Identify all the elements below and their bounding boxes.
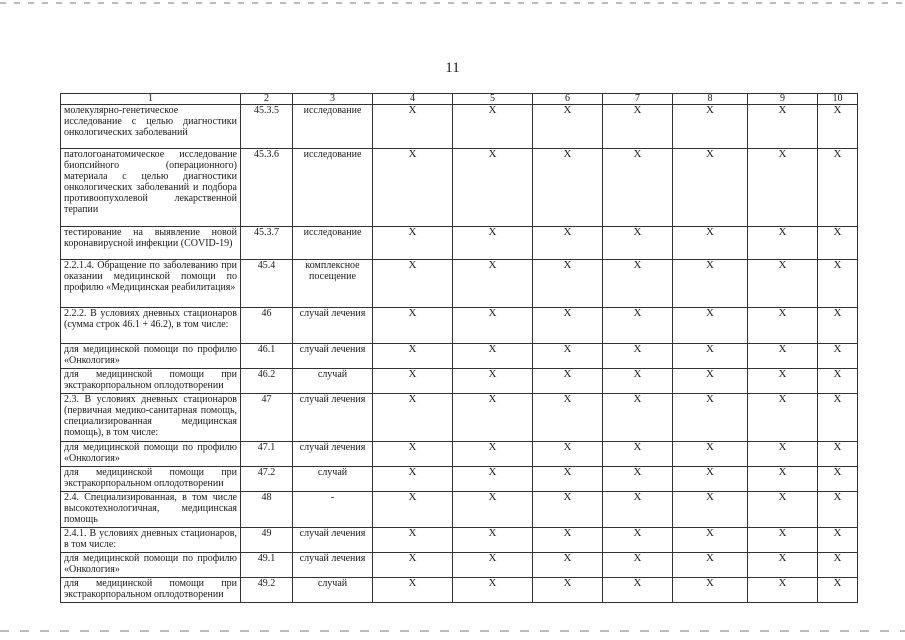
column-header: 4 (373, 94, 453, 105)
row-unit-cell: случай лечения (293, 442, 373, 467)
row-mark-cell: X (673, 260, 748, 308)
row-mark-cell: X (748, 149, 818, 227)
row-mark-cell: X (748, 344, 818, 369)
column-header: 3 (293, 94, 373, 105)
column-header: 9 (748, 94, 818, 105)
row-mark-cell: X (748, 492, 818, 528)
row-name-cell: 2.2.1.4. Обращение по заболеванию при оказании медицинской помощи по профилю «Медицинская реабилитация» (61, 260, 241, 308)
row-mark-cell: X (818, 260, 858, 308)
row-mark-cell: X (748, 260, 818, 308)
row-mark-cell: X (533, 344, 603, 369)
row-name-cell: патологоанатомическое исследование биопсийного (операционного) материала с целью диагностики онкологических заболеваний и подбора противоопухолевой лекарственной терапии (61, 149, 241, 227)
row-unit-cell: случай лечения (293, 344, 373, 369)
table-row (61, 528, 858, 553)
row-mark-cell: X (453, 227, 533, 260)
row-code-cell: 49.2 (241, 578, 293, 603)
row-mark-cell: X (373, 369, 453, 394)
row-mark-cell: X (748, 394, 818, 442)
row-mark-cell: X (748, 528, 818, 553)
row-mark-cell: X (673, 492, 748, 528)
row-unit-cell: случай лечения (293, 553, 373, 578)
row-mark-cell: X (453, 394, 533, 442)
row-mark-cell: X (603, 308, 673, 344)
row-mark-cell: X (533, 467, 603, 492)
row-name-cell: для медицинской помощи при экстракорпоральном оплодотворении (61, 467, 241, 492)
row-mark-cell: X (748, 578, 818, 603)
row-code-cell: 45.3.7 (241, 227, 293, 260)
row-code-cell: 49 (241, 528, 293, 553)
row-name-cell: 2.4.1. В условиях дневных стационаров, в том числе: (61, 528, 241, 553)
row-mark-cell: X (818, 528, 858, 553)
row-code-cell: 47 (241, 394, 293, 442)
row-unit-cell: исследование (293, 149, 373, 227)
row-mark-cell: X (373, 467, 453, 492)
row-name-cell: для медицинской помощи по профилю «Онкология» (61, 553, 241, 578)
row-mark-cell: X (818, 369, 858, 394)
row-mark-cell: X (373, 528, 453, 553)
row-mark-cell: X (748, 369, 818, 394)
row-mark-cell: X (818, 149, 858, 227)
table-row (61, 369, 858, 394)
page-number: 11 (445, 60, 460, 76)
column-header: 10 (818, 94, 858, 105)
row-mark-cell: X (818, 578, 858, 603)
row-unit-cell: случай лечения (293, 308, 373, 344)
column-header: 2 (241, 94, 293, 105)
row-code-cell: 49.1 (241, 553, 293, 578)
row-mark-cell: X (533, 105, 603, 149)
row-mark-cell: X (603, 394, 673, 442)
row-mark-cell: X (818, 553, 858, 578)
data-table (60, 93, 858, 603)
row-name-cell: 2.2.2. В условиях дневных стационаров (сумма строк 46.1 + 46.2), в том числе: (61, 308, 241, 344)
row-mark-cell: X (748, 308, 818, 344)
row-mark-cell: X (533, 308, 603, 344)
row-code-cell: 47.1 (241, 442, 293, 467)
row-code-cell: 47.2 (241, 467, 293, 492)
table-row (61, 344, 858, 369)
column-header: 7 (603, 94, 673, 105)
row-name-cell: тестирование на выявление новой коронавирусной инфекции (COVID-19) (61, 227, 241, 260)
row-mark-cell: X (373, 260, 453, 308)
row-code-cell: 48 (241, 492, 293, 528)
row-mark-cell: X (673, 344, 748, 369)
column-header: 1 (61, 94, 241, 105)
row-mark-cell: X (373, 492, 453, 528)
row-name-cell: 2.4. Специализированная, в том числе высокотехнологичная, медицинская помощь (61, 492, 241, 528)
row-mark-cell: X (818, 105, 858, 149)
table-row (61, 553, 858, 578)
row-mark-cell: X (373, 227, 453, 260)
table-row (61, 260, 858, 308)
row-mark-cell: X (453, 105, 533, 149)
row-mark-cell: X (603, 105, 673, 149)
column-header: 5 (453, 94, 533, 105)
table-row (61, 227, 858, 260)
row-mark-cell: X (533, 492, 603, 528)
column-header: 8 (673, 94, 748, 105)
row-mark-cell: X (603, 492, 673, 528)
row-mark-cell: X (533, 227, 603, 260)
row-mark-cell: X (533, 528, 603, 553)
row-mark-cell: X (818, 467, 858, 492)
row-unit-cell: комплексное посещение (293, 260, 373, 308)
row-mark-cell: X (453, 492, 533, 528)
row-mark-cell: X (373, 553, 453, 578)
row-mark-cell: X (673, 394, 748, 442)
row-mark-cell: X (748, 227, 818, 260)
row-mark-cell: X (603, 442, 673, 467)
row-mark-cell: X (818, 492, 858, 528)
row-mark-cell: X (818, 394, 858, 442)
column-header: 6 (533, 94, 603, 105)
row-mark-cell: X (453, 149, 533, 227)
row-mark-cell: X (603, 227, 673, 260)
row-mark-cell: X (673, 442, 748, 467)
row-mark-cell: X (533, 149, 603, 227)
row-mark-cell: X (373, 149, 453, 227)
row-mark-cell: X (673, 553, 748, 578)
row-mark-cell: X (603, 578, 673, 603)
row-mark-cell: X (673, 308, 748, 344)
row-mark-cell: X (818, 308, 858, 344)
row-unit-cell: случай (293, 578, 373, 603)
row-mark-cell: X (603, 344, 673, 369)
row-mark-cell: X (373, 578, 453, 603)
row-mark-cell: X (748, 467, 818, 492)
row-mark-cell: X (818, 442, 858, 467)
row-mark-cell: X (373, 308, 453, 344)
row-mark-cell: X (818, 344, 858, 369)
row-mark-cell: X (533, 369, 603, 394)
row-name-cell: для медицинской помощи при экстракорпоральном оплодотворении (61, 369, 241, 394)
row-code-cell: 45.3.6 (241, 149, 293, 227)
row-mark-cell: X (453, 578, 533, 603)
table-row (61, 467, 858, 492)
row-mark-cell: X (673, 105, 748, 149)
row-unit-cell: исследование (293, 105, 373, 149)
row-mark-cell: X (373, 344, 453, 369)
row-mark-cell: X (453, 308, 533, 344)
row-mark-cell: X (748, 442, 818, 467)
table-row (61, 394, 858, 442)
row-mark-cell: X (453, 344, 533, 369)
row-unit-cell: случай лечения (293, 528, 373, 553)
row-name-cell: 2.3. В условиях дневных стационаров (первичная медико-санитарная помощь, специализированная медицинская помощь), в том числе: (61, 394, 241, 442)
row-mark-cell: X (533, 578, 603, 603)
row-mark-cell: X (673, 369, 748, 394)
row-mark-cell: X (453, 553, 533, 578)
row-unit-cell: исследование (293, 227, 373, 260)
row-mark-cell: X (603, 553, 673, 578)
row-mark-cell: X (673, 149, 748, 227)
row-mark-cell: X (453, 260, 533, 308)
header-row (61, 94, 858, 105)
row-unit-cell: случай (293, 369, 373, 394)
row-code-cell: 45.3.5 (241, 105, 293, 149)
row-mark-cell: X (673, 227, 748, 260)
row-name-cell: молекулярно-генетическое исследование с целью диагностики онкологических заболеваний (61, 105, 241, 149)
row-mark-cell: X (373, 442, 453, 467)
row-code-cell: 46.1 (241, 344, 293, 369)
table-row (61, 442, 858, 467)
row-mark-cell: X (533, 553, 603, 578)
row-code-cell: 46 (241, 308, 293, 344)
table-row (61, 578, 858, 603)
table-row (61, 149, 858, 227)
row-mark-cell: X (453, 442, 533, 467)
row-mark-cell: X (603, 369, 673, 394)
row-mark-cell: X (673, 467, 748, 492)
row-mark-cell: X (603, 528, 673, 553)
row-mark-cell: X (748, 553, 818, 578)
scan-bottom-edge (0, 630, 905, 632)
row-mark-cell: X (453, 467, 533, 492)
row-mark-cell: X (603, 467, 673, 492)
row-unit-cell: случай лечения (293, 394, 373, 442)
row-name-cell: для медицинской помощи при экстракорпоральном оплодотворении (61, 578, 241, 603)
row-unit-cell: случай (293, 467, 373, 492)
row-unit-cell: - (293, 492, 373, 528)
row-code-cell: 45.4 (241, 260, 293, 308)
row-mark-cell: X (533, 394, 603, 442)
row-name-cell: для медицинской помощи по профилю «Онкология» (61, 344, 241, 369)
table-row (61, 105, 858, 149)
row-mark-cell: X (373, 105, 453, 149)
row-mark-cell: X (373, 394, 453, 442)
row-mark-cell: X (818, 227, 858, 260)
row-code-cell: 46.2 (241, 369, 293, 394)
row-mark-cell: X (673, 528, 748, 553)
row-mark-cell: X (748, 105, 818, 149)
scan-top-edge (0, 2, 905, 4)
row-mark-cell: X (533, 260, 603, 308)
row-mark-cell: X (603, 149, 673, 227)
row-mark-cell: X (533, 442, 603, 467)
table-row (61, 308, 858, 344)
table-row (61, 492, 858, 528)
row-mark-cell: X (673, 578, 748, 603)
row-name-cell: для медицинской помощи по профилю «Онкология» (61, 442, 241, 467)
row-mark-cell: X (453, 369, 533, 394)
row-mark-cell: X (603, 260, 673, 308)
row-mark-cell: X (453, 528, 533, 553)
